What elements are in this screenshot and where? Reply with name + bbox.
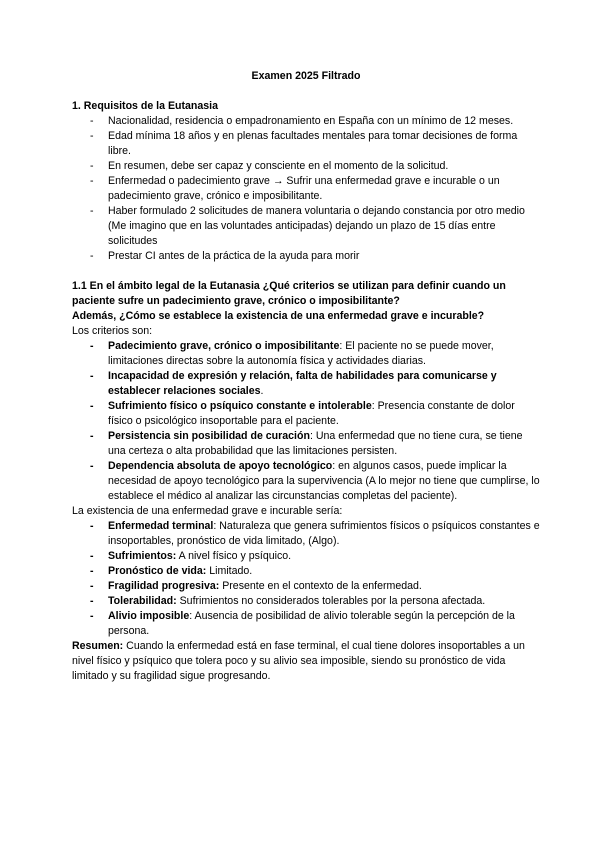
existence-intro: La existencia de una enfermedad grave e incurable sería: — [72, 505, 343, 517]
spacer — [72, 264, 540, 279]
existence-text: Limitado. — [206, 565, 253, 577]
existence-term: Tolerabilidad: — [108, 595, 177, 607]
criteria-intro: Los criterios son: — [72, 325, 153, 337]
criteria-term: Padecimiento grave, crónico o imposibilitante — [108, 340, 340, 352]
list-item: - Nacionalidad, residencia o empadronamiento en España con un mínimo de 12 meses. — [72, 114, 540, 129]
list-item: - En resumen, debe ser capaz y consciente en el momento de la solicitud. — [72, 159, 540, 174]
list-item: - Enfermedad o padecimiento grave → Sufrir una enfermedad grave e incurable o un padecimiento grave, crónico e imposibilitante. — [72, 174, 540, 204]
list-item: - Edad mínima 18 años y en plenas facultades mentales para tomar decisiones de forma libre. — [72, 129, 540, 159]
criteria-term: Sufrimiento físico o psíquico constante e intolerable — [108, 400, 372, 412]
criteria-list — [72, 339, 540, 504]
section-1-heading: 1. Requisitos de la Eutanasia — [72, 100, 219, 112]
list-item — [72, 564, 540, 579]
existence-term: Sufrimientos: — [108, 550, 177, 562]
existence-list — [72, 519, 540, 639]
list-item: - Haber formulado 2 solicitudes de manera voluntaria o dejando constancia por otro medio (Me imagino que en las voluntades anticipadas) dejando un plazo de 15 días entre solicitudes — [72, 204, 540, 249]
criteria-term: Persistencia sin posibilidad de curación — [108, 430, 310, 442]
list-item — [72, 609, 540, 639]
existence-text: Presente en el contexto de la enfermedad. — [219, 580, 422, 592]
list-item — [72, 429, 540, 459]
existence-text: Sufrimientos no considerados tolerables por la persona afectada. — [176, 595, 486, 607]
list-item — [72, 594, 540, 609]
existence-term: Alivio imposible — [108, 610, 190, 622]
criteria-text: : Presencia constante de dolor físico o psicológico insoportable para el paciente. — [108, 400, 515, 427]
list-item — [72, 339, 540, 369]
list-item — [72, 579, 540, 594]
summary-label: Resumen: — [72, 640, 124, 652]
list-item — [72, 369, 540, 399]
list-item — [72, 459, 540, 504]
existence-text: : Naturaleza que genera sufrimientos físicos o psíquicos constantes e insoportables, pronóstico de vida limitado, (Algo). — [108, 520, 540, 547]
criteria-text: : El paciente no se puede mover, limitaciones directas sobre la autonomía física y actividades diarias. — [108, 340, 494, 367]
summary-paragraph — [72, 639, 540, 684]
criteria-text: : Una enfermedad que no tiene cura, se tiene una certeza o alta probabilidad que las limitaciones persisten. — [108, 430, 523, 457]
existence-text: A nivel físico y psíquico. — [176, 550, 292, 562]
criteria-term: Incapacidad de expresión y relación, falta de habilidades para comunicarse y establecer relaciones sociales — [108, 370, 497, 397]
existence-text: : Ausencia de posibilidad de alivio tolerable según la percepción de la persona. — [108, 610, 515, 637]
criteria-text: . — [260, 385, 264, 397]
list-item — [72, 399, 540, 429]
existence-term: Fragilidad progresiva: — [108, 580, 220, 592]
list-item — [72, 549, 540, 564]
list-item: - Prestar CI antes de la práctica de la ayuda para morir — [72, 249, 540, 264]
existence-term: Enfermedad terminal — [108, 520, 214, 532]
section-1-1-question: 1.1 En el ámbito legal de la Eutanasia ¿Qué criterios se utilizan para definir cuando un paciente sufre un padecimiento grave, crónico o imposibilitante? — [72, 280, 506, 307]
existence-term: Pronóstico de vida: — [108, 565, 207, 577]
summary-text: Cuando la enfermedad está en fase terminal, el cual tiene dolores insoportables a un nivel físico y psíquico que tolera poco y su alivio sea imposible, siendo su pronóstico de vida limitado y su fragilidad sigue progresando. — [72, 640, 525, 682]
list-item — [72, 519, 540, 549]
requirements-list — [72, 114, 540, 264]
criteria-term: Dependencia absoluta de apoyo tecnológico — [108, 460, 333, 472]
criteria-text: : en algunos casos, puede implicar la necesidad de apoyo tecnológico para la supervivencia (A lo mejor no tiene que cumplirse, lo establece el médico al analizar las circunstancias completas del paciente). — [108, 460, 540, 502]
section-1-1-question-2: Además, ¿Cómo se establece la existencia de una enfermedad grave e incurable? — [72, 310, 485, 322]
document-title: Examen 2025 Filtrado — [251, 70, 361, 82]
